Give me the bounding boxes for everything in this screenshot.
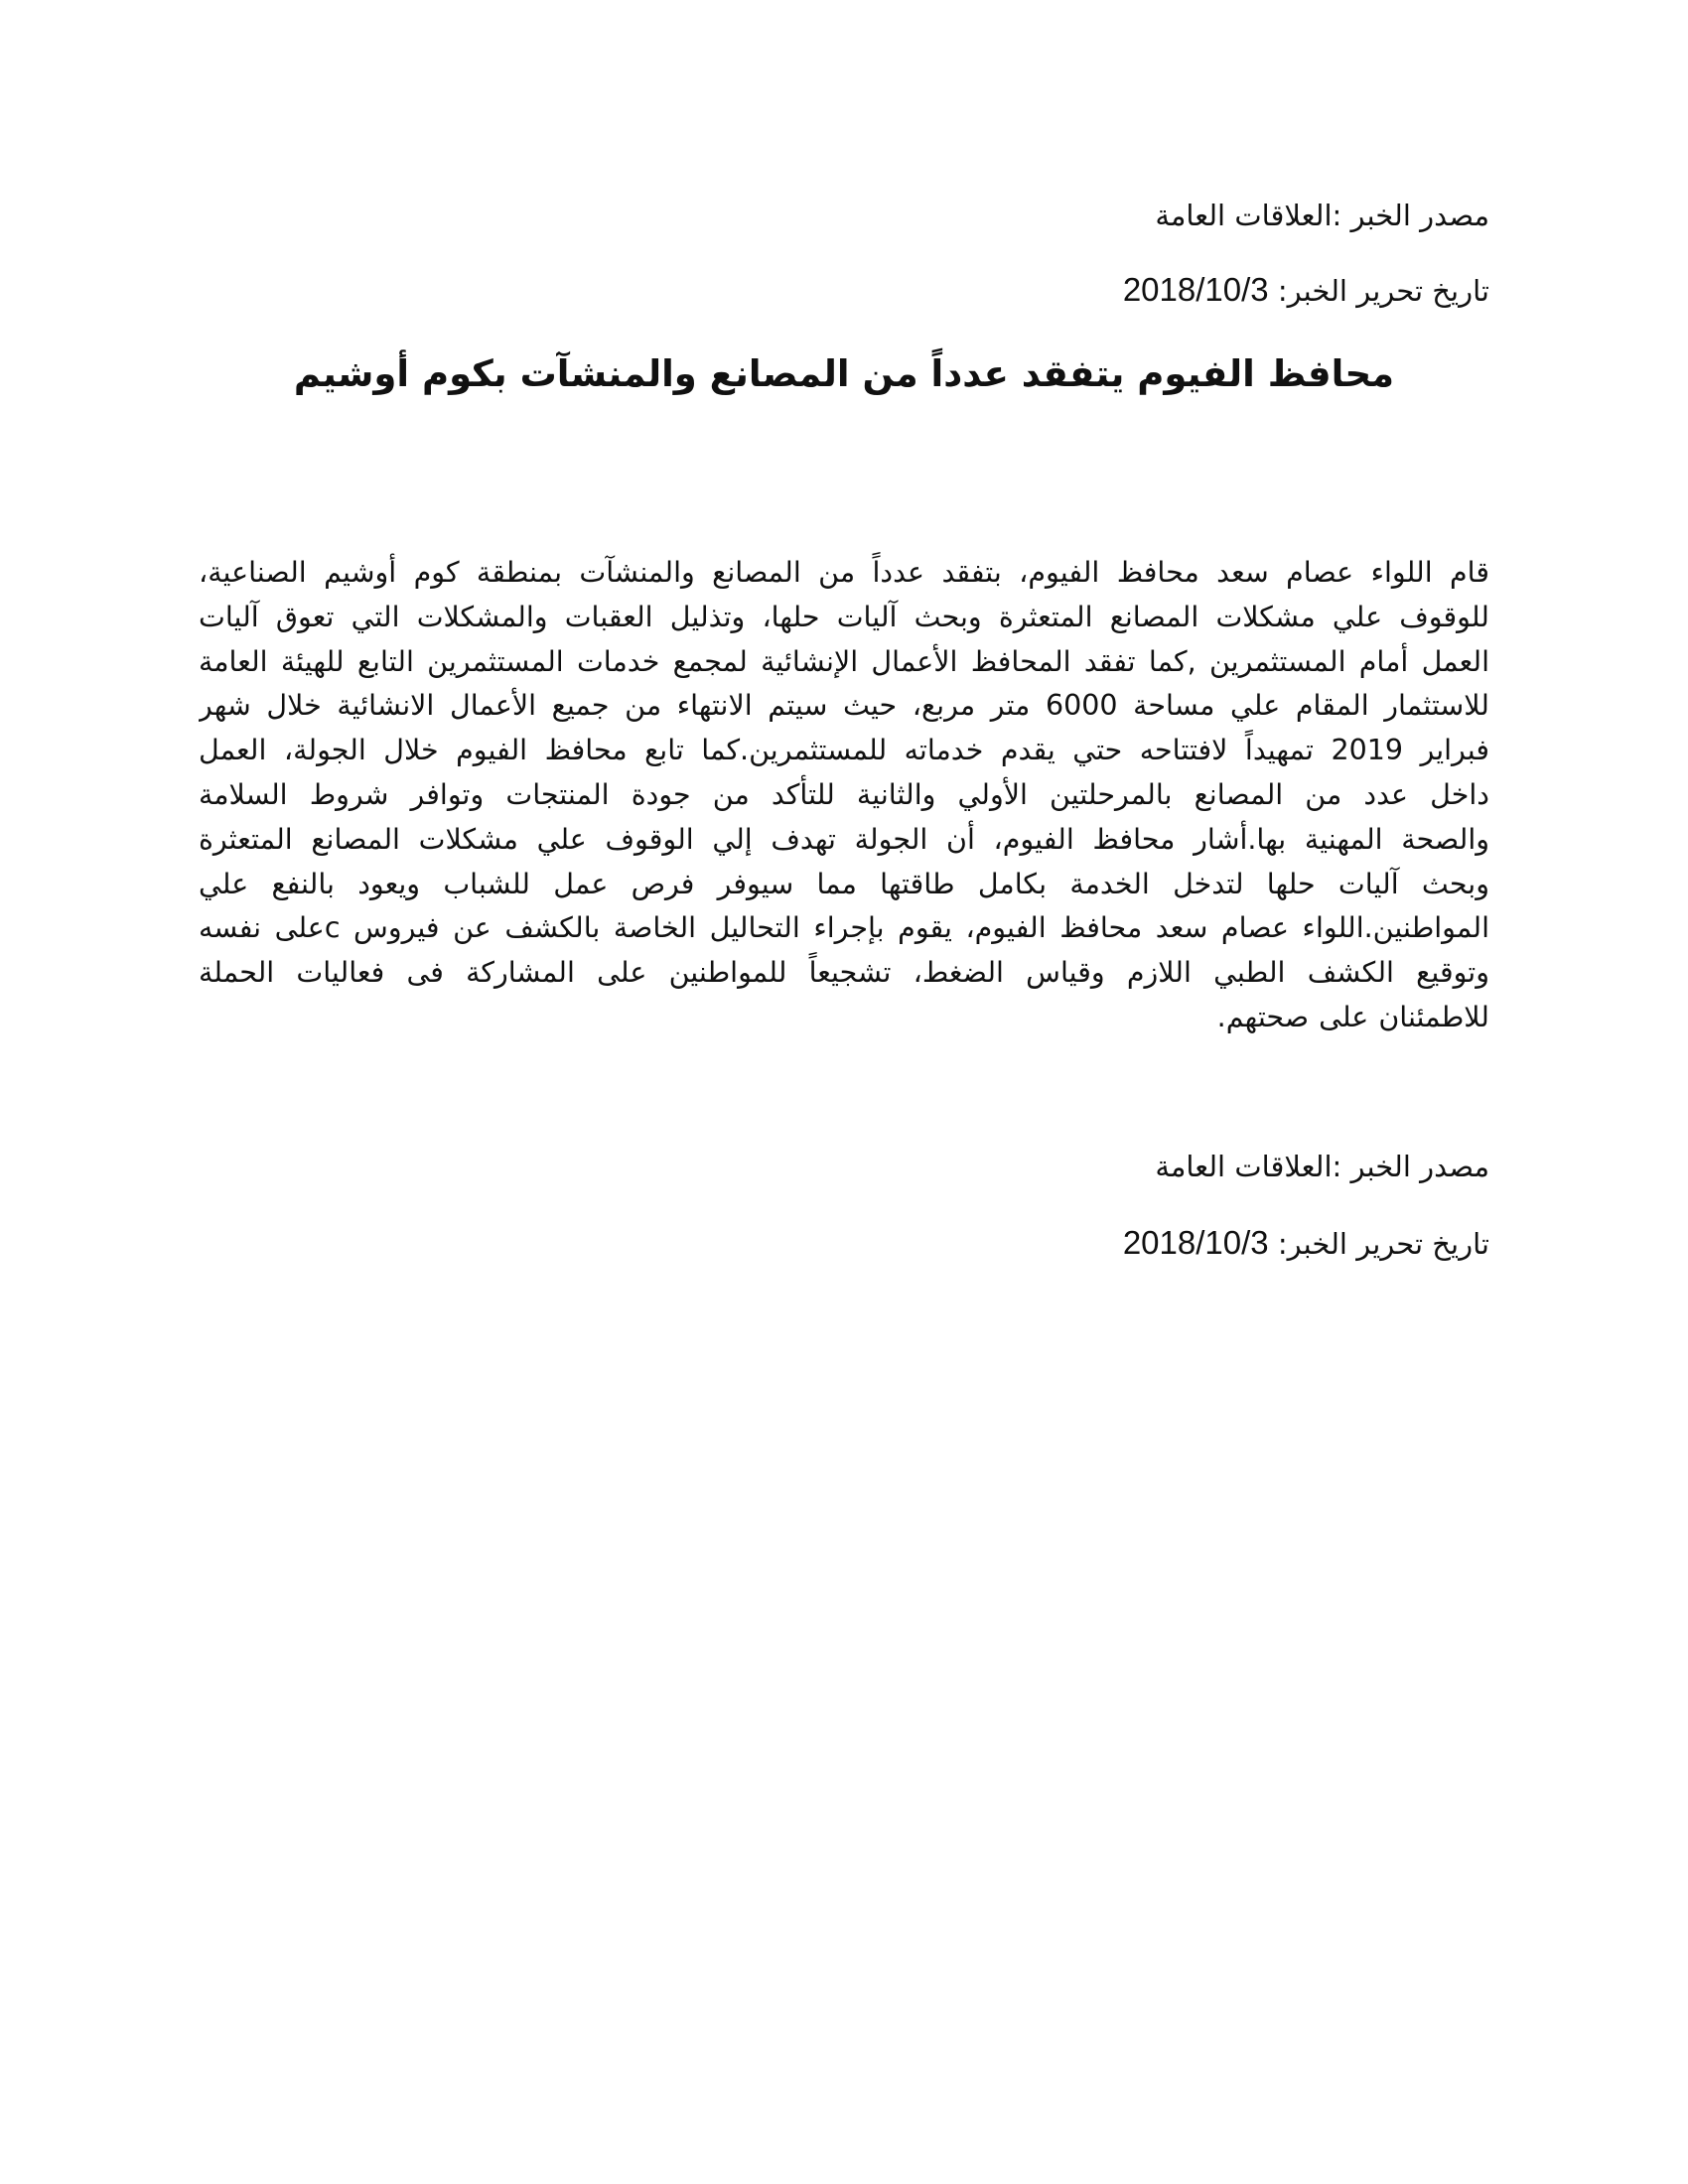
date-label: تاريخ تحرير الخبر: <box>1268 274 1489 308</box>
body-line: وبحث آليات حلها لتدخل الخدمة بكامل طاقتها مما سيوفر فرص عمل للشباب ويعود بالنفع علي <box>199 867 1489 900</box>
body-line: للاطمئنان على صحتهم. <box>1216 1000 1489 1033</box>
body-line: قام اللواء عصام سعد محافظ الفيوم، بتفقد عدداً من المصانع والمنشآت بمنطقة كوم أوشيم الصناعية، <box>199 556 1489 589</box>
date-line-bottom <box>199 1223 1489 1264</box>
date-line-top <box>199 270 1489 311</box>
body-line: للاستثمار المقام علي مساحة 6000 متر مربع، حيث سيتم الانتهاء من جميع الأعمال الانشائية خلال شهر <box>199 689 1489 723</box>
source-line-bottom <box>199 1147 1489 1186</box>
source-line-top <box>199 196 1489 235</box>
source-text: مصدر الخبر :العلاقات العامة <box>1155 199 1489 232</box>
date-value: 2018/10/3 <box>1122 1224 1269 1261</box>
date-value: 2018/10/3 <box>1122 271 1269 308</box>
body-line: وتوقيع الكشف الطبي اللازم وقياس الضغط، تشجيعاً للمواطنين على المشاركة فى فعاليات الحملة <box>199 956 1489 990</box>
date-label: تاريخ تحرير الخبر: <box>1268 1227 1489 1261</box>
source-text: مصدر الخبر :العلاقات العامة <box>1155 1150 1489 1183</box>
body-line: للوقوف علي مشكلات المصانع المتعثرة وبحث آليات حلها، وتذليل العقبات والمشكلات التي تعوق آليات <box>199 600 1489 633</box>
body-line: العمل أمام المستثمرين ,كما تفقد المحافظ الأعمال الإنشائية لمجمع خدمات المستثمرين التابع للهيئة العامة <box>199 644 1489 678</box>
body-line: والصحة المهنية بها.أشار محافظ الفيوم، أن الجولة تهدف إلي الوقوف علي مشكلات المصانع المتعثرة <box>199 822 1489 856</box>
article-body <box>199 551 1489 1040</box>
body-line: فبراير 2019 تمهيداً لافتتاحه حتي يقدم خدماته للمستثمرين.كما تابع محافظ الفيوم خلال الجولة، العمل <box>199 734 1489 767</box>
article-headline: محافظ الفيوم يتفقد عدداً من المصانع والمنشآت بكوم أوشيم <box>293 352 1395 395</box>
body-line: داخل عدد من المصانع بالمرحلتين الأولي والثانية للتأكد من جودة المنتجات وتوافر شروط السلامة <box>199 777 1489 811</box>
body-line: المواطنين.اللواء عصام سعد محافظ الفيوم، يقوم بإجراء التحاليل الخاصة بالكشف عن فيروس cعلى نفسه <box>199 911 1489 945</box>
